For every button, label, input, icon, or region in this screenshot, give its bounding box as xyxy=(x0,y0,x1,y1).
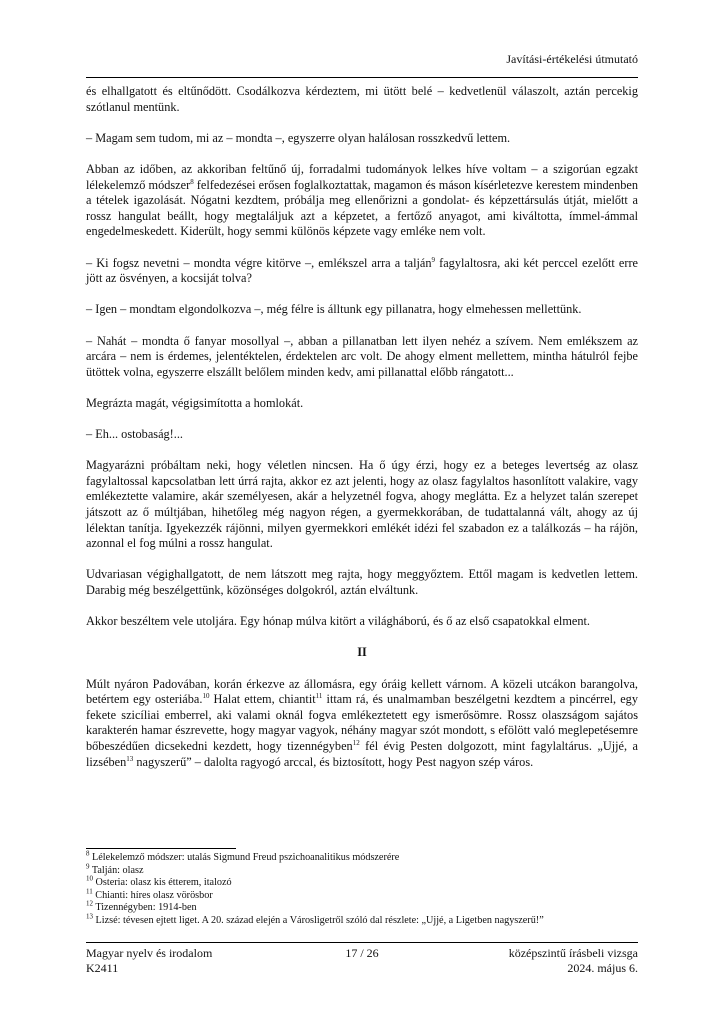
footnote-ref-10: 10 xyxy=(202,692,210,701)
paragraph-5: – Igen – mondtam elgondolkozva –, még félre is álltunk egy pillanatra, hogy elmehessen mellettünk. xyxy=(86,302,582,317)
footnotes xyxy=(86,849,646,928)
paragraph-11: Akkor beszéltem vele utoljára. Egy hónap múlva kitört a világháború, és ő az első csapatokkal elment. xyxy=(86,614,591,629)
page-header-title: Javítási-értékelési útmutató xyxy=(506,52,638,66)
footnote-rule xyxy=(86,848,236,849)
paragraph-2: – Magam sem tudom, mi az – mondta –, egyszerre olyan halálosan rosszkedvű lettem. xyxy=(86,130,511,145)
paragraph-4-text-b: fagylaltosra, aki két perccel ezelőtt erre jött az ösvényen, a kocsiját tolva? xyxy=(86,255,638,286)
footer-code: K2411 xyxy=(86,961,119,975)
footnote-ref-9: 9 xyxy=(431,255,436,264)
footnote-8 xyxy=(86,849,646,865)
footer-subject: Magyar nyelv és irodalom xyxy=(86,946,213,960)
footnote-text: Osteria: olasz kis étterem, italozó xyxy=(93,877,232,889)
footnote-13 xyxy=(86,912,646,928)
footnote-text: Lélekelemző módszer: utalás Sigmund Freud pszichoanalitikus módszerére xyxy=(89,852,400,863)
paragraph-4-text-a: – Ki fogsz nevetni – mondta végre kitörve –, emlékszel arra a talján xyxy=(86,255,432,270)
footnote-number: 8 xyxy=(86,849,90,858)
page-number: 17 / 26 xyxy=(345,946,379,960)
paragraph-3-text-a: Abban az időben, az akkoriban feltűnő új, forradalmi tudományok lelkes híve voltam – a szigorúan egzakt lélekelemző módszer xyxy=(86,161,638,192)
main-text xyxy=(86,84,638,770)
paragraph-4 xyxy=(86,256,638,287)
paragraph-10: Udvariasan végighallgatott, de nem látszott meg rajta, hogy meggyőztem. Ettől magam is kedvetlen lettem. Darabig még beszélgettünk, közönséges dolgokról, aztán elváltunk. xyxy=(86,567,638,597)
paragraph-9: Magyarázni próbáltam neki, hogy véletlen nincsen. Ha ő úgy érzi, hogy ez a beteges levertség az olasz fagylaltossal kapcsolatban lett úrrá rajta, akkor ez azt jelenti, hogy az olasz fagylaltos hasonlított valakire, vagy emlékeztette valamire, akár személyesen, akár a helyzetnél fogva, ahogy meglátta. Ez a helyzet talán szerepet játszott az ő múltjában, hihetőleg még nagyon régen, a gyermekkorában, de tudattalanná vált, ahogy az új lélektan tanítja. Igyekezzék rájönni, milyen gyermekkori emlékét idézi fel szabadon ez a találkozás – ha rájön, azonnal el fog múlni a rossz hangulat. xyxy=(86,458,638,551)
footer-exam-level: középszintű írásbeli vizsga xyxy=(508,946,638,960)
footnote-10 xyxy=(86,874,646,890)
paragraph-7: Megrázta magát, végigsimította a homlokát. xyxy=(86,395,304,410)
footer-date: 2024. május 6. xyxy=(567,961,638,975)
paragraph-6: – Nahát – mondta ő fanyar mosollyal –, abban a pillanatban lett ilyen nehéz a szívem. Nem emlékszem az arcára – nem is érdemes, jelentéktelen, érdektelen arc volt. De ahogy elment mellettem, mintha hátulról fejbe ütöttek volna, egyszerre elszállt belőlem minden kedv, ami pillanattal előbb rángatott... xyxy=(86,333,638,379)
paragraph-12-text-e: nagyszerű” – dalolta ragyogó arccal, és biztosított, hogy Pest nagyon szép város. xyxy=(133,754,534,769)
footnote-ref-13: 13 xyxy=(126,754,134,763)
paragraph-3 xyxy=(86,162,638,240)
footnote-12 xyxy=(86,899,646,915)
footnote-9 xyxy=(86,862,646,878)
footnote-number: 13 xyxy=(86,912,93,921)
paragraph-12-text-d: fél évig Pesten dolgozott, mint fagylaltárus. „Ujjé, a lizsében xyxy=(86,738,638,769)
footnote-ref-8: 8 xyxy=(190,177,194,186)
paragraph-1: és elhallgatott és eltűnődött. Csodálkozva kérdeztem, mi ütött belé – kedvetlenül válaszolt, aztán percekig szótlanul mentünk. xyxy=(86,84,638,114)
section-heading: II xyxy=(357,645,367,660)
footnote-ref-12: 12 xyxy=(352,738,360,747)
footnote-number: 11 xyxy=(86,887,93,896)
paragraph-12-text-c: ittam rá, és unalmamban beszélgetni kezdtem a pincérrel, egy fekete szicíliai emberrel, aki valami oknál fogva emlékeztetett egy ismerősömre. Rossz olaszságom sajátos karakterén hamar észrevette, hogy magyar vagyok, néhány magyar szót mondott, s efölött való meglepetésemre bőbeszédűen dicsekedni kezdett, hogy tizennégyben xyxy=(86,692,638,753)
footnote-ref-11: 11 xyxy=(315,692,323,701)
paragraph-3-text-b: felfedezései erősen foglalkoztattak, magamon és máson kísérletezve kerestem mindenben a tételek igazolását. Nógatni kezdtem, próbálja meg ellenőrizni a gondolat- és képzettársulás útját, mielőtt a rossz hangulat beállt, hogy megtaláljuk azt a képzetet, a fertőző anyagot, ami kiváltotta, ímmel-ámmal engedelmeskedett. Kiderült, hogy semmi különös képzete vagy emléke nem volt. xyxy=(86,177,638,239)
footnote-number: 10 xyxy=(86,874,93,883)
footer-rule xyxy=(86,942,638,943)
paragraph-8: – Eh... ostobaság!... xyxy=(86,427,183,442)
footnote-number: 12 xyxy=(86,899,93,908)
footer-right xyxy=(509,946,638,976)
footnote-number: 9 xyxy=(86,862,90,871)
header-rule xyxy=(86,77,638,78)
footnote-text: Lizsé: tévesen ejtett liget. A 20. század elején a Városligetről szóló dal részlete: „Ujjé, a Ligetben nagyszerű!” xyxy=(93,914,544,926)
paragraph-12-text-a: Múlt nyáron Padovában, korán érkezve az állomásra, egy óráig kellett várnom. A közeli utcákon barangolva, betértem egy osteriába. xyxy=(86,676,638,707)
footnote-text: Talján: olasz xyxy=(89,864,144,876)
footnote-text: Chianti: híres olasz vörösbor xyxy=(92,889,213,901)
paragraph-12-text-b: Halat ettem, chiantit xyxy=(209,692,316,707)
footnote-11 xyxy=(86,887,646,903)
paragraph-12 xyxy=(86,677,638,771)
footnote-text: Tizennégyben: 1914-ben xyxy=(93,902,197,914)
